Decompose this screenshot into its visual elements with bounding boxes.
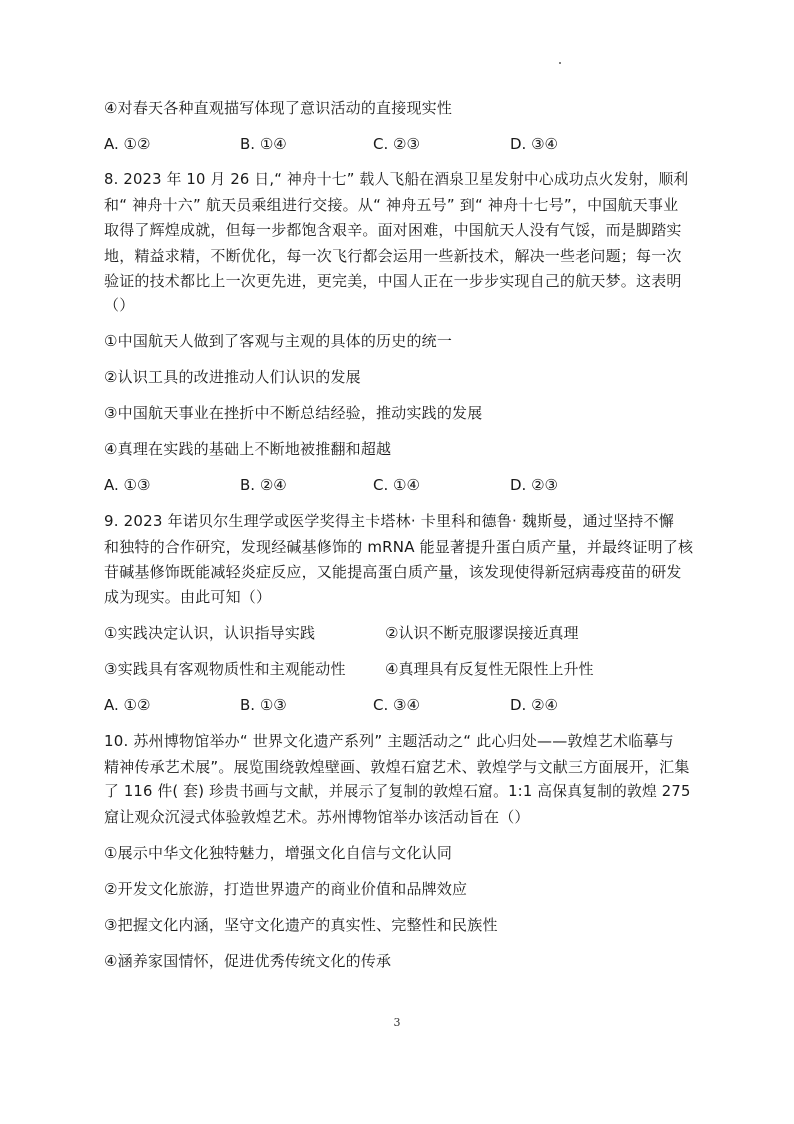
q9-option-c: C. ③④: [373, 696, 420, 714]
q9-stem-line-3: 苷碱基修饰既能减轻炎症反应，又能提高蛋白质产量，该发现使得新冠病毒疫苗的研发: [104, 563, 682, 581]
q9-item-2: ②认识不断克服谬误接近真理: [385, 624, 579, 642]
q9-option-d: D. ②④: [510, 696, 558, 714]
q8-item-1: ①中国航天人做到了客观与主观的具体的历史的统一: [104, 332, 453, 350]
q10-stem-line-4: 窟让观众沉浸式体验敦煌艺术。苏州博物馆举办该活动旨在（）: [104, 808, 530, 826]
q8-option-a: A. ①③: [104, 476, 151, 494]
q8-item-4: ④真理在实践的基础上不断地被推翻和超越: [104, 440, 392, 458]
q9-item-1: ①实践决定认识，认识指导实践: [104, 624, 316, 642]
q10-item-2: ②开发文化旅游，打造世界遗产的商业价值和品牌效应: [104, 880, 468, 898]
q8-option-d: D. ②③: [510, 476, 558, 494]
q9-item-3: ③实践具有客观物质性和主观能动性: [104, 660, 346, 678]
q9-stem-line-1: 9. 2023 年诺贝尔生理学或医学奖得主卡塔林· 卡里科和德鲁· 魏斯曼，通过坚持不懈: [104, 512, 674, 530]
q8-option-c: C. ①④: [373, 476, 420, 494]
q10-stem-line-3: 了 116 件( 套) 珍贵书画与文献，并展示了复制的敦煌石窟。1:1 高保真复制的敦煌 275: [104, 783, 691, 800]
top-option-c: C. ②③: [373, 135, 420, 153]
q8-stem-line-6: （）: [104, 296, 135, 314]
q10-stem-line-2: 精神传承艺术展”。展览围绕敦煌壁画、敦煌石窟艺术、敦煌学与文献三方面展开，汇集: [104, 758, 690, 776]
top-item: ④对春天各种直观描写体现了意识活动的直接现实性: [104, 99, 453, 117]
q10-item-3: ③把握文化内涵，坚守文化遗产的真实性、完整性和民族性: [104, 916, 498, 934]
top-option-a: A. ①②: [104, 135, 151, 153]
q8-stem-line-5: 验证的技术都比上一次更先进，更完美，中国人正在一步步实现自己的航天梦。这表明: [104, 272, 682, 290]
scan-dot: [559, 62, 561, 64]
q9-option-b: B. ①③: [240, 696, 287, 714]
q8-stem-line-1: 8. 2023 年 10 月 26 日,“ 神舟十七” 载人飞船在酒泉卫星发射中心成功点火发射，顺利: [104, 171, 689, 188]
q8-stem-line-2: 和“ 神舟十六” 航天员乘组进行交接。从“ 神舟五号” 到“ 神舟十七号”，中国航天事业: [104, 196, 679, 214]
q8-item-2: ②认识工具的改进推动人们认识的发展: [104, 368, 361, 386]
q8-stem-line-3: 取得了辉煌成就，但每一步都饱含艰辛。面对困难，中国航天人没有气馁，而是脚踏实: [104, 221, 682, 239]
top-option-b: B. ①④: [240, 135, 287, 153]
top-option-d: D. ③④: [510, 135, 558, 153]
q9-stem-line-4: 成为现实。由此可知（）: [104, 588, 272, 606]
q9-option-a: A. ①②: [104, 696, 151, 714]
q10-item-4: ④涵养家国情怀，促进优秀传统文化的传承: [104, 952, 392, 970]
page-number: 3: [393, 1016, 401, 1029]
q8-stem-line-4: 地，精益求精，不断优化，每一次飞行都会运用一些新技术，解决一些老问题；每一次: [104, 247, 682, 265]
q9-item-4: ④真理具有反复性无限性上升性: [385, 660, 594, 678]
q9-stem-line-2: 和独特的合作研究，发现经碱基修饰的 mRNA 能显著提升蛋白质产量，并最终证明了核: [104, 538, 694, 556]
q8-item-3: ③中国航天事业在挫折中不断总结经验，推动实践的发展: [104, 404, 483, 422]
q8-option-b: B. ②④: [240, 476, 287, 494]
q10-stem-line-1: 10. 苏州博物馆举办“ 世界文化遗产系列” 主题活动之“ 此心归处——敦煌艺术临摹与: [104, 732, 674, 750]
q10-item-1: ①展示中华文化独特魅力，增强文化自信与文化认同: [104, 844, 453, 862]
